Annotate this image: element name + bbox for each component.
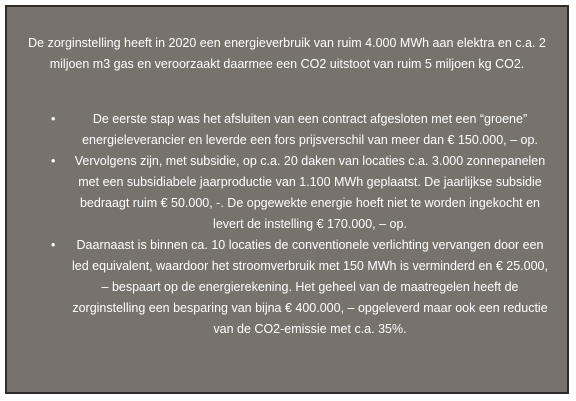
bullet-icon: • (51, 238, 56, 252)
bullet-list (7, 109, 567, 340)
intro-paragraph: De zorginstelling heeft in 2020 een energieverbruik van ruim 4.000 MWh aan elektra en c.a. 2 miljoen m3 gas en veroorzaakt daarmee een CO2 uitstoot van ruim 5 miljoen kg CO2. (28, 36, 546, 71)
list-item (7, 235, 567, 340)
list-item (7, 151, 567, 235)
bullet-icon: • (51, 154, 56, 168)
bullet-icon: • (51, 112, 56, 126)
list-item-text: De eerste stap was het afsluiten van een contract afgesloten met een “groene” energieleverancier en leverde een fors prijsverschil van meer dan € 150.000, – op. (82, 112, 538, 147)
list-item-text: Daarnaast is binnen ca. 10 locaties de conventionele verlichting vervangen door een led equivalent, waardoor het stroomverbruik met 150 MWh is verminderd en € 25.000, – bespaart op de energierekening. Het geheel van de maatregelen heeft de zorginstelling een besparing van bijna € 400.000, – opgeleverd maar ook een reductie van de CO2-emissie met c.a. 35%. (72, 238, 548, 336)
list-item-text: Vervolgens zijn, met subsidie, op c.a. 20 daken van locaties c.a. 3.000 zonnepanelen met een subsidiabele jaarproductie van 1.100 MWh geplaatst. De jaarlijkse subsidie bedraagt ruim € 50.000, -. De opgewekte energie hoeft niet te worden ingekocht en levert de instelling € 170.000, – op. (74, 154, 546, 231)
text-panel (5, 5, 569, 394)
list-item (7, 109, 567, 151)
